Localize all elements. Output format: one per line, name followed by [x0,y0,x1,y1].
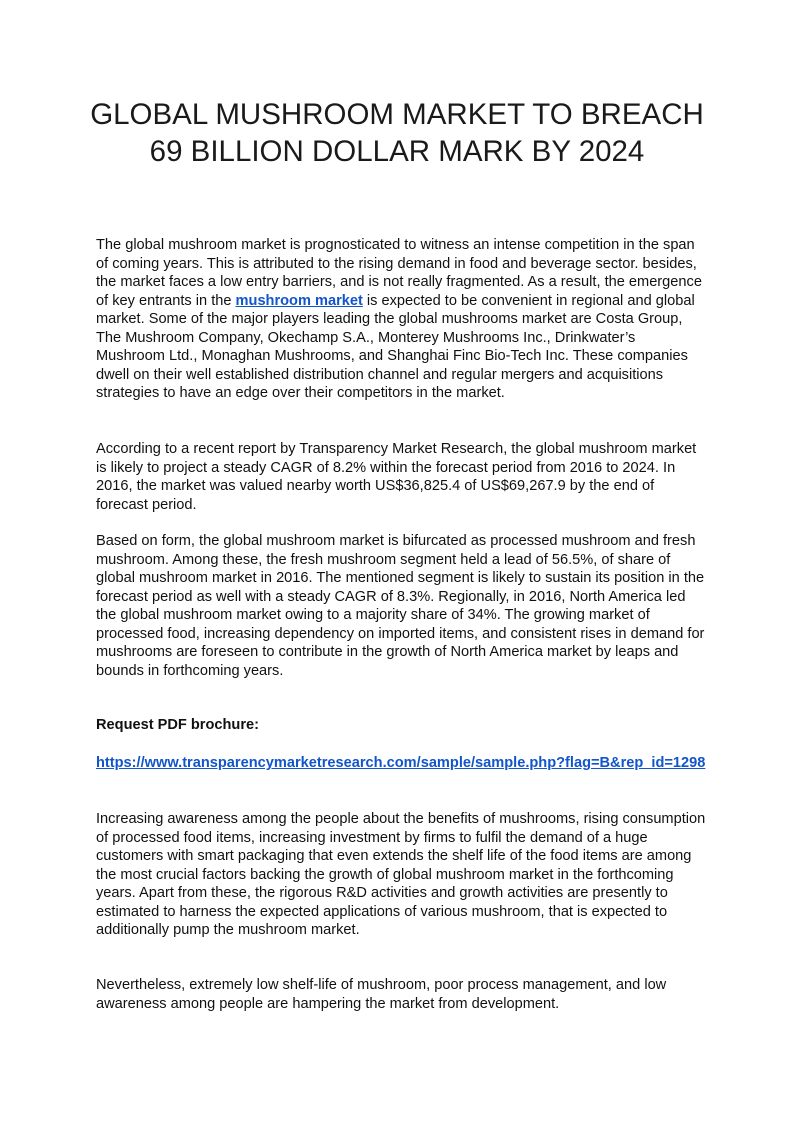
paragraph-restraints: Nevertheless, extremely low shelf-life of mushroom, poor process management, and low awareness among people are hampering the market from development. [96,977,667,1012]
brochure-heading: Request PDF brochure: [96,717,259,733]
paragraph-text: The global mushroom market is prognosticated to witness an intense competition in the span of coming years. This is attributed to the rising demand in food and beverage sector. besides, the market faces a low entry barriers, and is not really fragmented. As a result, the emergence of key entrants in the [96,237,702,309]
document-title: GLOBAL MUSHROOM MARKET TO BREACH 69 BILLION DOLLAR MARK BY 2024 [90,98,704,168]
brochure-paragraph [96,754,706,773]
brochure-link[interactable]: https://www.transparencymarketresearch.com/sample/sample.php?flag=B&rep_id=1298 [96,755,706,771]
mushroom-market-link[interactable]: mushroom market [235,292,363,309]
paragraph-report: According to a recent report by Transparency Market Research, the global mushroom market is likely to project a steady CAGR of 8.2% within the forecast period from 2016 to 2024. In 2016, the market was valued nearby worth US$36,825.4 of US$69,267.9 by the end of forecast period. [96,441,697,513]
paragraph-drivers: Increasing awareness among the people about the benefits of mushrooms, rising consumption of processed food items, increasing investment by firms to fulfil the demand of a huge customers with smart packaging that even extends the shelf life of the food items are among the most crucial factors backing the growth of global mushroom market in the forthcoming years. Apart from these, the rigorous R&D activities and growth activities are presently to estimated to harness the expected applications of various mushroom, that is expected to additionally pump the mushroom market. [96,811,706,938]
paragraph-competition [96,236,706,403]
paragraph-text: is expected to be convenient in regional and global market. Some of the major players leading the global mushrooms market are Costa Group, The Mushroom Company, Okechamp S.A., Monterey Mushrooms Inc., Drinkwater’s Mushroom Ltd., Monaghan Mushrooms, and Shanghai Finc Bio-Tech Inc. These companies dwell on their well established distribution channel and regular mergers and acquisitions strategies to have an edge over their competitors in the market. [96,292,695,401]
paragraph-segmentation: Based on form, the global mushroom market is bifurcated as processed mushroom and fresh mushroom. Among these, the fresh mushroom segment held a lead of 56.5%, of share of global mushroom market in 2016. The mentioned segment is likely to sustain its position in the forecast period as well with a steady CAGR of 8.3%. Regionally, in 2016, North America led the global mushroom market owing to a majority share of 34%. The growing market of processed food, increasing dependency on imported items, and consistent rises in demand for mushrooms are foreseen to contribute in the growth of North America market by leaps and bounds in forthcoming years. [96,533,705,679]
